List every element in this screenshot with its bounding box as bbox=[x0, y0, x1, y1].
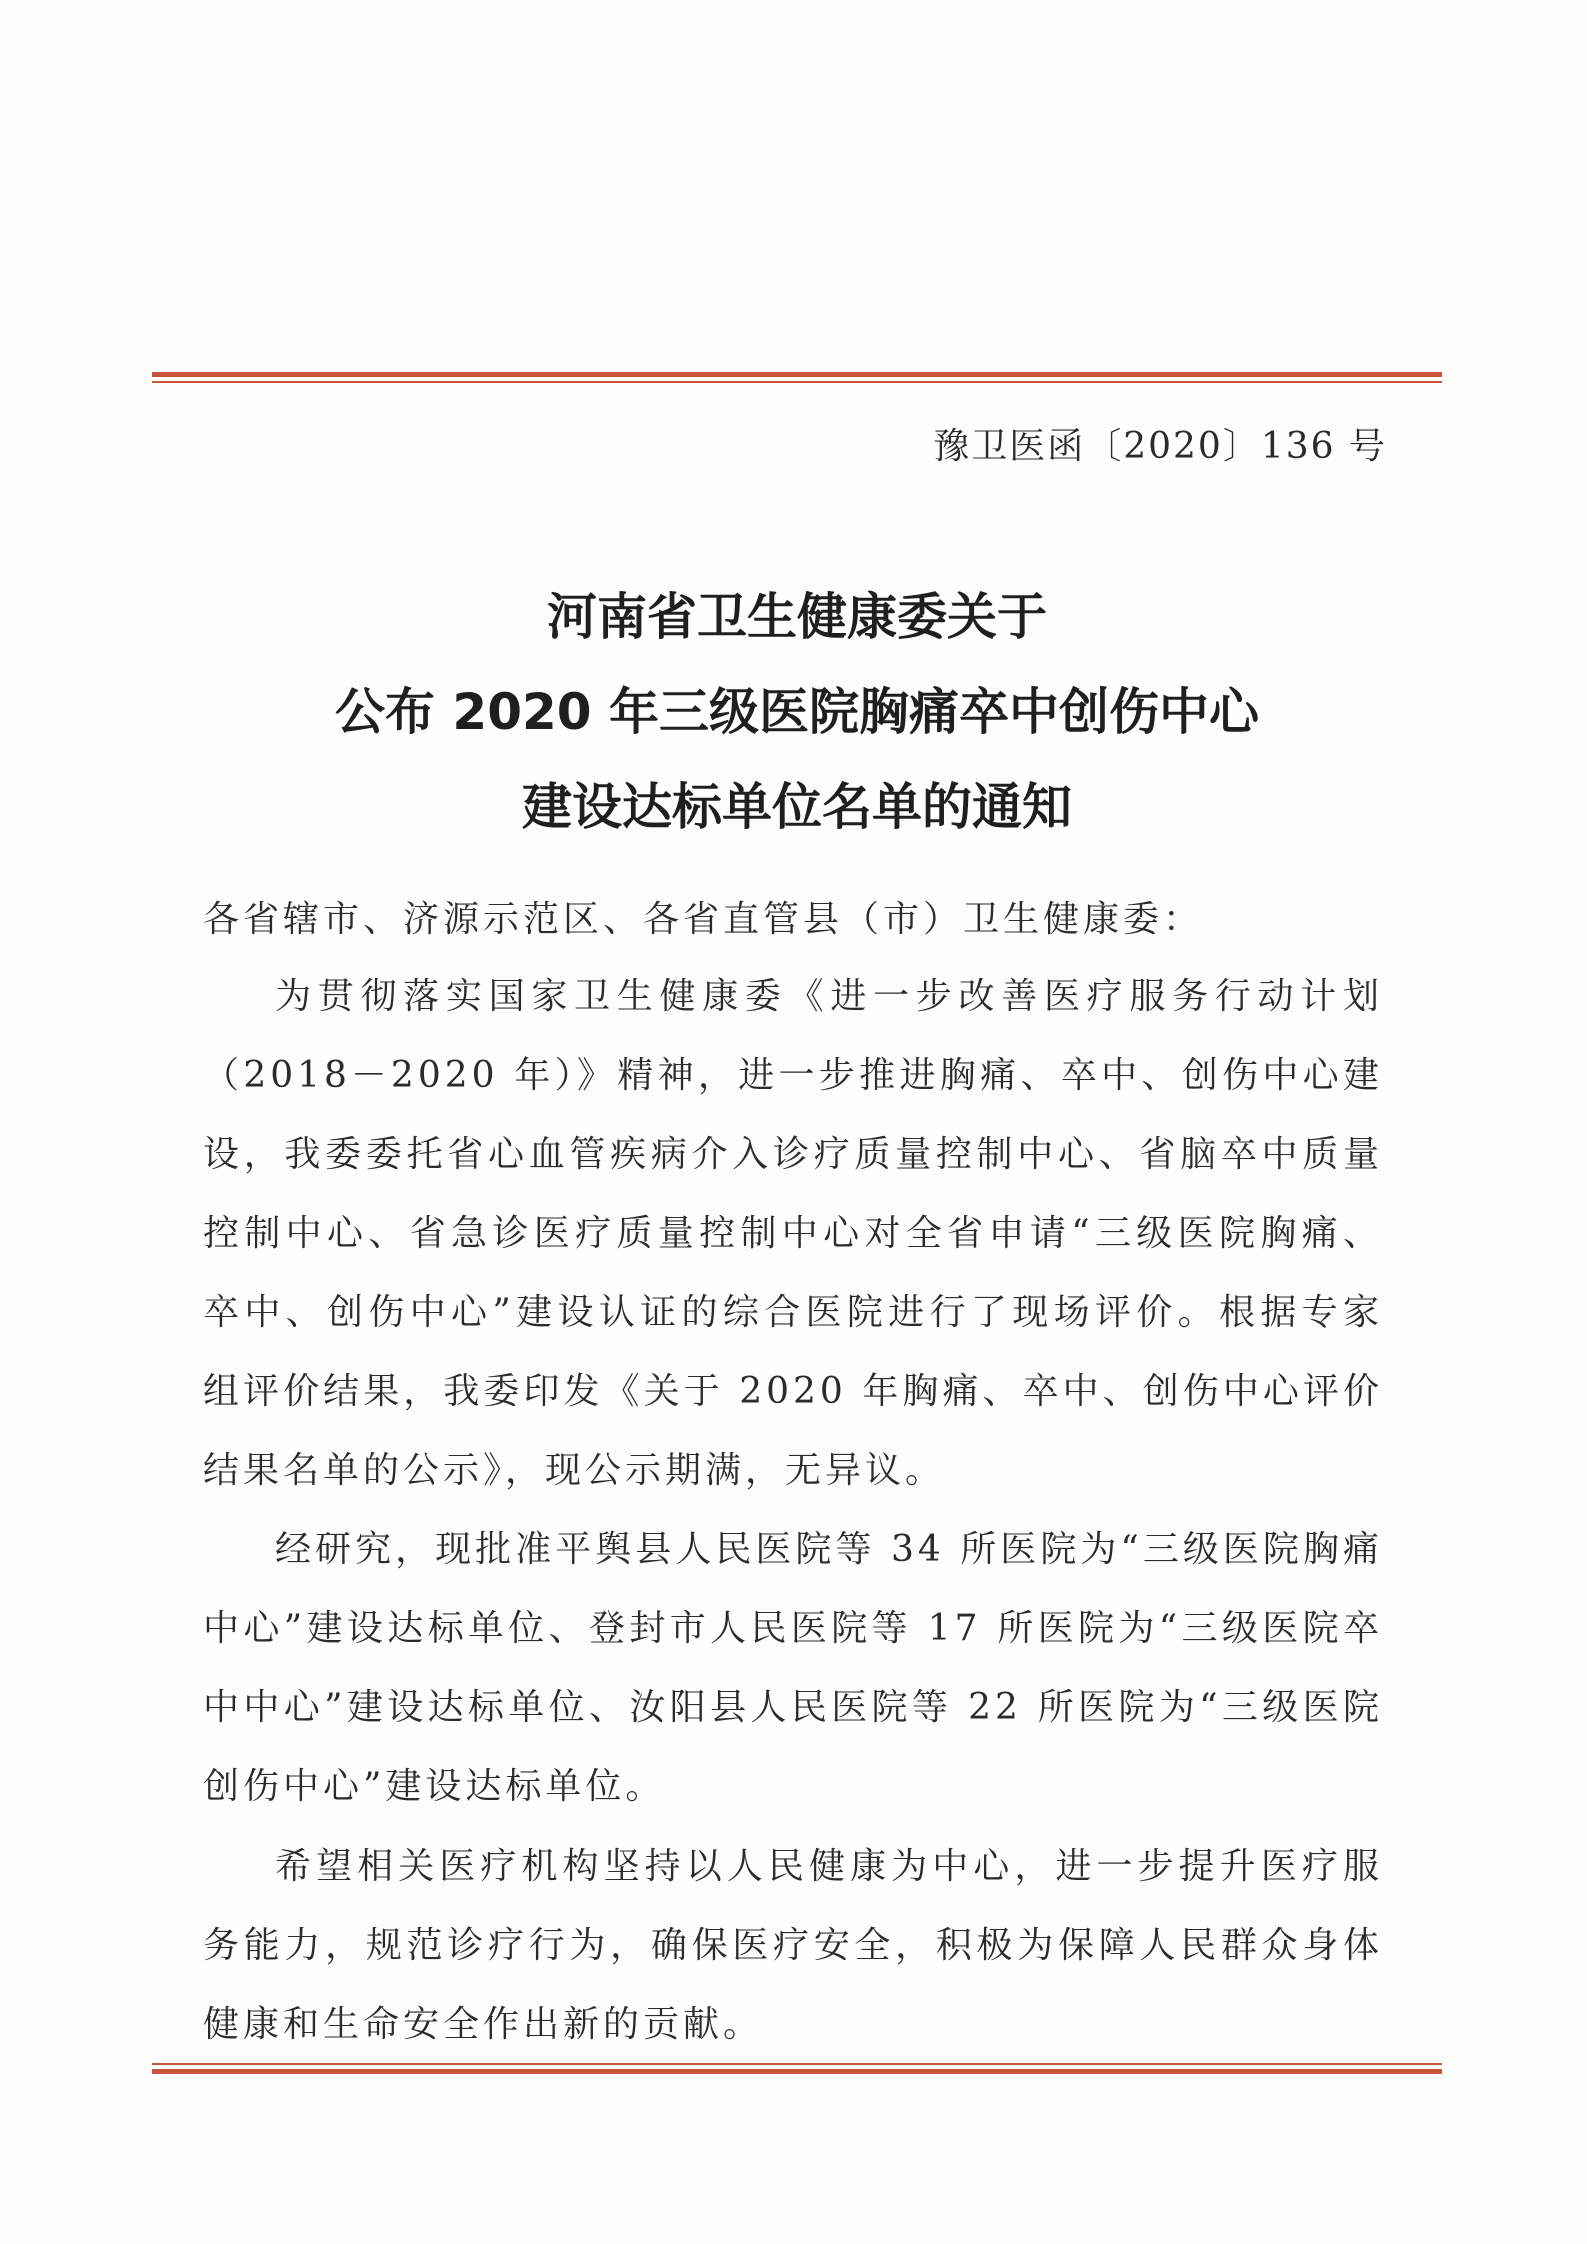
title-line-3: 建设达标单位名单的通知 bbox=[522, 778, 1072, 836]
title-line-2: 公布 2020 年三级医院胸痛卒中创伤中心 bbox=[335, 683, 1259, 741]
paragraph-approval: 经研究，现批准平舆县人民医院等 34 所医院为“三级医院胸痛中心”建设达标单位、登封市人民医院等 17 所医院为“三级医院卒中中心”建设达标单位、汝阳县人民医院等 22 所医院为“三级医院创伤中心”建设达标单位。 bbox=[203, 1529, 1383, 1807]
header-red-rule bbox=[152, 372, 1442, 383]
paragraph-background: 为贯彻落实国家卫生健康委《进一步改善医疗服务行动计划（2018－2020 年）》精神，进一步推进胸痛、卒中、创伤中心建设，我委委托省心血管疾病介入诊疗质量控制中心、省脑卒中质量控制中心、省急诊医疗质量控制中心对全省申请“三级医院胸痛、卒中、创伤中心”建设认证的综合医院进行了现场评价。根据专家组评价结果，我委印发《关于 2020 年胸痛、卒中、创伤中心评价结果名单的公示》，现公示期满，无异议。 bbox=[203, 976, 1383, 1491]
footer-red-rule bbox=[152, 2063, 1442, 2074]
paragraph-expectation: 希望相关医疗机构坚持以人民健康为中心，进一步提升医疗服务能力，规范诊疗行为，确保医疗安全，积极为保障人民群众身体健康和生命安全作出新的贡献。 bbox=[203, 1846, 1383, 2045]
document-number: 豫卫医函〔2020〕136 号 bbox=[933, 426, 1387, 467]
title-line-1: 河南省卫生健康委关于 bbox=[547, 588, 1047, 646]
salutation: 各省辖市、济源示范区、各省直管县（市）卫生健康委： bbox=[203, 899, 1204, 940]
document-title bbox=[152, 570, 1442, 855]
